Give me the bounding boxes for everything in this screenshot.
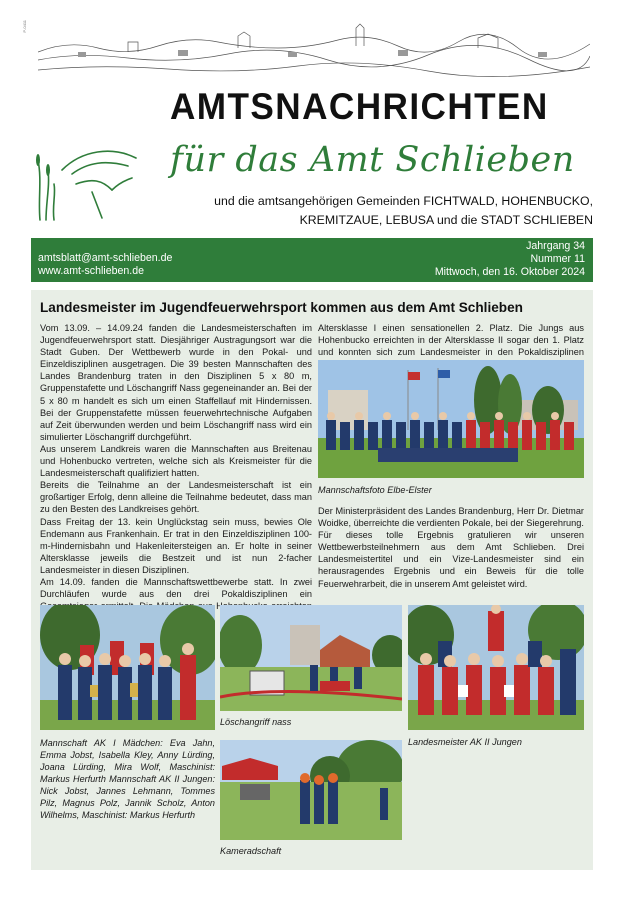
team-photo-caption: Mannschaftsfoto Elbe-Elster bbox=[318, 485, 432, 495]
town-skyline-drawing bbox=[38, 22, 590, 82]
paragraph: Der Ministerpräsident des Landes Brandenburg, Herr Dr. Dietmar Woidke, überreichte die verdienten Pokale, bei der Siegerehrung. bbox=[318, 506, 584, 529]
contact-block bbox=[38, 252, 172, 278]
paragraph: Bereits die Teilnahme an der Landesmeisterschaft ist ein großartiger Erfolg, denn alleine die Teilnahme bedeutet, dass man zu den Besten des Landkreises gehört. bbox=[40, 480, 312, 515]
paragraph: Am 14.09. fanden die Mannschaftswettbewerbe statt. In zwei Durchläufen wurde aus den drei Pokaldisziplinen ein bbox=[40, 576, 312, 600]
paragraph: Dass Freitag der 13. kein Unglückstag sein muss, bewies Ole Endemann aus Frankenhain. Er trat in den Einzeldisziplinen 100-m-Hindernisbahn und Hakenleitersteigen an. Er holte in seiner Altersklasse jeweils die Bestzeit und ist nun 2-facher Landesmeister in diesen Disziplinen. bbox=[40, 516, 312, 575]
champions-photo-caption: Landesmeister AK II Jungen bbox=[408, 737, 522, 747]
website-link[interactable]: www.amt-schlieben.de bbox=[38, 265, 144, 277]
article-column-left bbox=[40, 322, 312, 624]
issue-number: Nummer 11 bbox=[530, 253, 585, 265]
volume: Jahrgang 34 bbox=[526, 240, 585, 252]
email-link[interactable]: amtsblatt@amt-schlieben.de bbox=[38, 252, 173, 264]
champions-photo bbox=[408, 605, 584, 730]
article-column-right-bottom bbox=[318, 505, 584, 590]
info-bar bbox=[31, 238, 593, 282]
article-headline: Landesmeister im Jugendfeuerwehrsport kommen aus dem Amt Schlieben bbox=[40, 300, 523, 315]
team-photo bbox=[318, 360, 584, 478]
communities-line bbox=[213, 192, 593, 230]
paragraph: Für dieses tolle Ergebnis gratulieren wir unseren Wettbewerbsteilnehmern aus dem Amt Schlieben. Drei Landesmeistertitel und ein Vize-Landesmeister sind ein herausragendes Ergebnis und ein Beweis für die tolle Feuerwehrarbeit, die in unserem Amt geleistet wird. bbox=[318, 530, 584, 589]
communities-line-2: KREMITZAUE, LEBUSA und die STADT SCHLIEBEN bbox=[299, 213, 593, 227]
issue-date: Mittwoch, den 16. Oktober 2024 bbox=[434, 266, 585, 278]
girls-boys-caption: Mannschaft AK I Mädchen: Eva Jahn, Emma Jobst, Isabella Kley, Anny Lürding, Joana Lürding, Mira Wolf, Maschinist: Markus Herfurth Mannschaft AK II Jungen: Nick Jobst, Jannes Lehmann, Tommes Pilz, Magnus Polz, Jannik Scholz, Anton Wilhelms, Maschinist: Markus Herfurth bbox=[40, 738, 215, 820]
comrades-photo-caption: Kameradschaft bbox=[220, 846, 282, 856]
masthead-subtitle: für das Amt Schlieben bbox=[170, 140, 575, 180]
paragraph: Vom 13.09. – 14.09.24 fanden die Landesmeisterschaften im Jugendfeuerwehrsport statt. Diesjähriger Austragungsort war die Stadt Guben. Der Wettbewerb wurde in den Pokal- und Einzeldisziplinen ausgetragen. Die 39 besten Mannschaften des Landes Brandenburg traten in den Disziplinen 5 x 80 m, Gruppenstafette und Löschangriff Nass gegeneinander an. Bei der 5 x 80 m handelt es sich um einen Staffellauf mit Hindernissen. Bei der Gruppenstafette müssen feuerwehrtechnische Aufgaben auf Zeit überwunden werden und beim Löschangriff nass wird ein simulierter Löschangriff durchgeführt. bbox=[40, 323, 312, 442]
crane-logo bbox=[32, 140, 140, 222]
issue-block bbox=[435, 240, 585, 279]
attack-photo-caption: Löschangriff nass bbox=[220, 717, 292, 727]
girls-team-photo bbox=[40, 605, 215, 730]
comrades-photo bbox=[220, 740, 402, 840]
paragraph: Aus unserem Landkreis waren die Mannschaften aus Breitenau und Hohenbucko vertreten, welche sich als Kreismeister für die Landesmeisterschaft qualifiziert hatten. bbox=[40, 443, 312, 479]
attack-photo bbox=[220, 605, 402, 711]
masthead-title: AMTSNACHRICHTEN bbox=[170, 86, 549, 127]
page-code: P-0411 bbox=[22, 20, 27, 33]
communities-line-1: und die amtsangehörigen Gemeinden FICHTWALD, HOHENBUCKO, bbox=[214, 194, 593, 208]
paragraph: Altersklasse I einen sensationellen 2. Platz. Die Jungs aus Hohenbucko erreichten in der Altersklasse II sogar den 1. Platz und konnten sich zum Landesmeister in den Pokaldisziplinen bbox=[318, 323, 584, 358]
article-panel bbox=[31, 290, 593, 870]
